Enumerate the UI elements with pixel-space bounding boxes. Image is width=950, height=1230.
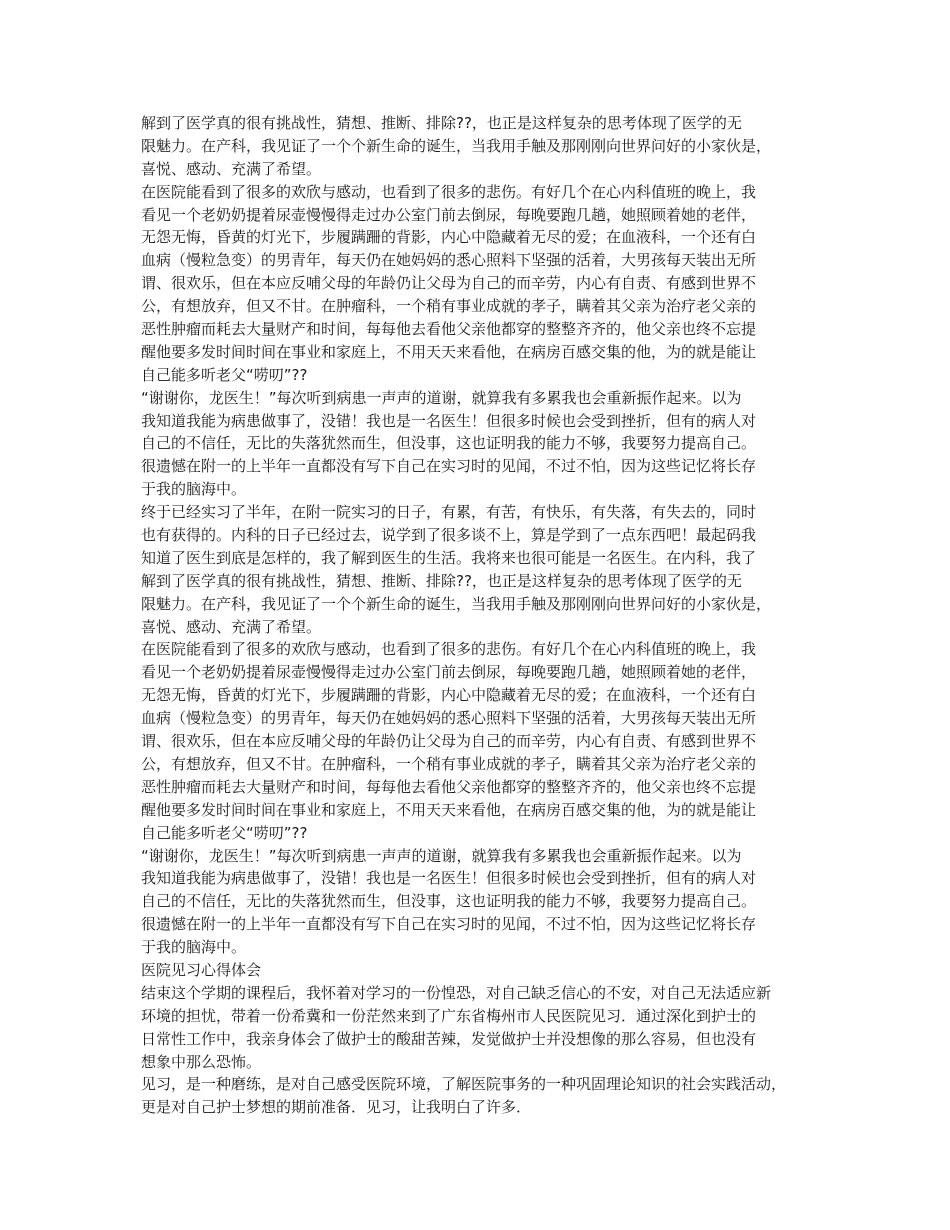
text-line: 解到了医学真的很有挑战性，猜想、推断、排除??，也正是这样复杂的思考体现了医学的无 [141,114,742,132]
text-line: 也有获得的。内科的日子已经过去，说学到了很多谈不上，算是学到了一点东西吧！最起码我 [141,526,757,545]
text-line: 看见一个老奶奶提着尿壶慢慢得走过办公室门前去倒尿，每晚要跑几趟，她照顾着她的老伴， [141,205,757,224]
text-line: 无怨无悔，昏黄的灯光下，步履蹒跚的背影，内心中隐藏着无尽的爱；在血液科，一个还有白 [141,686,757,705]
text-line: 结束这个学期的课程后，我怀着对学习的一份惶恐，对自己缺乏信心的不安，对自己无法适应新 [141,983,772,1002]
text-line: 环境的担忧，带着一份希冀和一份茫然来到了广东省梅州市人民医院见习．通过深化到护士的 [141,1006,757,1025]
text-line: 喜悦、感动、充满了希望。 [141,617,322,636]
text-line: 醒他要多发时间时间在事业和家庭上，不用天天来看他，在病房百感交集的他，为的就是能让 [141,800,757,819]
text-line: 血病（慢粒急变）的男青年，每天仍在她妈妈的悉心照料下坚强的活着，大男孩每天装出无所 [141,251,757,270]
text-line: 自己能多听老父“唠叨”?? [141,365,308,384]
text-line: 谓、很欢乐，但在本应反哺父母的年龄仍让父母为自己的而辛劳，内心有自责、有感到世界不 [141,732,757,751]
text-line: 知道了医生到底是怎样的，我了解到医生的生活。我将来也很可能是一名医生。在内科，我了 [141,548,757,567]
text-line: 想象中那么恐怖。 [141,1052,262,1071]
section-heading: 医院见习心得体会 [141,960,262,979]
text-line: 自己的不信任，无比的失落犹然而生，但没事，这也证明我的能力不够，我要努力提高自己。 [141,892,757,911]
text-line: “谢谢你，龙医生！”每次听到病患一声声的道谢，就算我有多累我也会重新振作起来。以为 [141,846,742,865]
text-line: 很遗憾在附一的上半年一直都没有写下自己在实习时的见闻，不过不怕，因为这些记忆将长存 [141,457,757,476]
text-line: 限魅力。在产科，我见证了一个个新生命的诞生，当我用手触及那刚刚向世界问好的小家伙是， [141,136,772,155]
text-line: 于我的脑海中。 [141,938,247,957]
text-line: 喜悦、感动、充满了希望。 [141,159,322,178]
text-line: 公，有想放弃，但又不甘。在肿瘤科，一个稍有事业成就的孝子，瞒着其父亲为治疗老父亲的 [141,754,757,773]
text-line: 更是对自己护士梦想的期前准备．见习，让我明白了许多． [141,1098,532,1117]
text-line: 限魅力。在产科，我见证了一个个新生命的诞生，当我用手触及那刚刚向世界问好的小家伙是， [141,594,772,613]
text-line: 无怨无悔，昏黄的灯光下，步履蹒跚的背影，内心中隐藏着无尽的爱；在血液科，一个还有白 [141,228,757,247]
text-line: 日常性工作中，我亲身体会了做护士的酸甜苦辣，发觉做护士并没想像的那么容易，但也没有 [141,1029,757,1048]
text-line: 自己的不信任，无比的失落犹然而生，但没事，这也证明我的能力不够，我要努力提高自己。 [141,434,757,453]
text-line: 醒他要多发时间时间在事业和家庭上，不用天天来看他，在病房百感交集的他，为的就是能让 [141,342,757,361]
text-line: 血病（慢粒急变）的男青年，每天仍在她妈妈的悉心照料下坚强的活着，大男孩每天装出无所 [141,709,757,728]
text-line: 我知道我能为病患做事了，没错！我也是一名医生！但很多时候也会受到挫折，但有的病人对 [141,869,757,888]
text-line: 自己能多听老父“唠叨”?? [141,823,308,842]
document-body [141,112,821,1119]
text-line: 于我的脑海中。 [141,480,247,499]
text-line: 见习，是一种磨练，是对自己感受医院环境，了解医院事务的一种巩固理论知识的社会实践活动， [141,1075,787,1094]
text-line: “谢谢你，龙医生！”每次听到病患一声声的道谢，就算我有多累我也会重新振作起来。以为 [141,388,742,407]
text-line: 终于已经实习了半年，在附一院实习的日子，有累，有苦，有快乐，有失落，有失去的，同时 [141,503,757,522]
text-line: 在医院能看到了很多的欢欣与感动，也看到了很多的悲伤。有好几个在心内科值班的晚上，我 [141,640,757,659]
text-line: 在医院能看到了很多的欢欣与感动，也看到了很多的悲伤。有好几个在心内科值班的晚上，我 [141,182,757,201]
text-line: 公，有想放弃，但又不甘。在肿瘤科，一个稍有事业成就的孝子，瞒着其父亲为治疗老父亲的 [141,297,757,316]
text-line: 谓、很欢乐，但在本应反哺父母的年龄仍让父母为自己的而辛劳，内心有自责、有感到世界不 [141,274,757,293]
text-line: 看见一个老奶奶提着尿壶慢慢得走过办公室门前去倒尿，每晚要跑几趟，她照顾着她的老伴， [141,663,757,682]
text-line: 恶性肿瘤而耗去大量财产和时间，每每他去看他父亲他都穿的整整齐齐的，他父亲也终不忘提 [141,320,757,339]
text-line: 恶性肿瘤而耗去大量财产和时间，每每他去看他父亲他都穿的整整齐齐的，他父亲也终不忘提 [141,777,757,796]
text-line: 解到了医学真的很有挑战性，猜想、推断、排除??，也正是这样复杂的思考体现了医学的无 [141,571,742,590]
text-line: 我知道我能为病患做事了，没错！我也是一名医生！但很多时候也会受到挫折，但有的病人对 [141,411,757,430]
text-line: 很遗憾在附一的上半年一直都没有写下自己在实习时的见闻，不过不怕，因为这些记忆将长存 [141,915,757,934]
